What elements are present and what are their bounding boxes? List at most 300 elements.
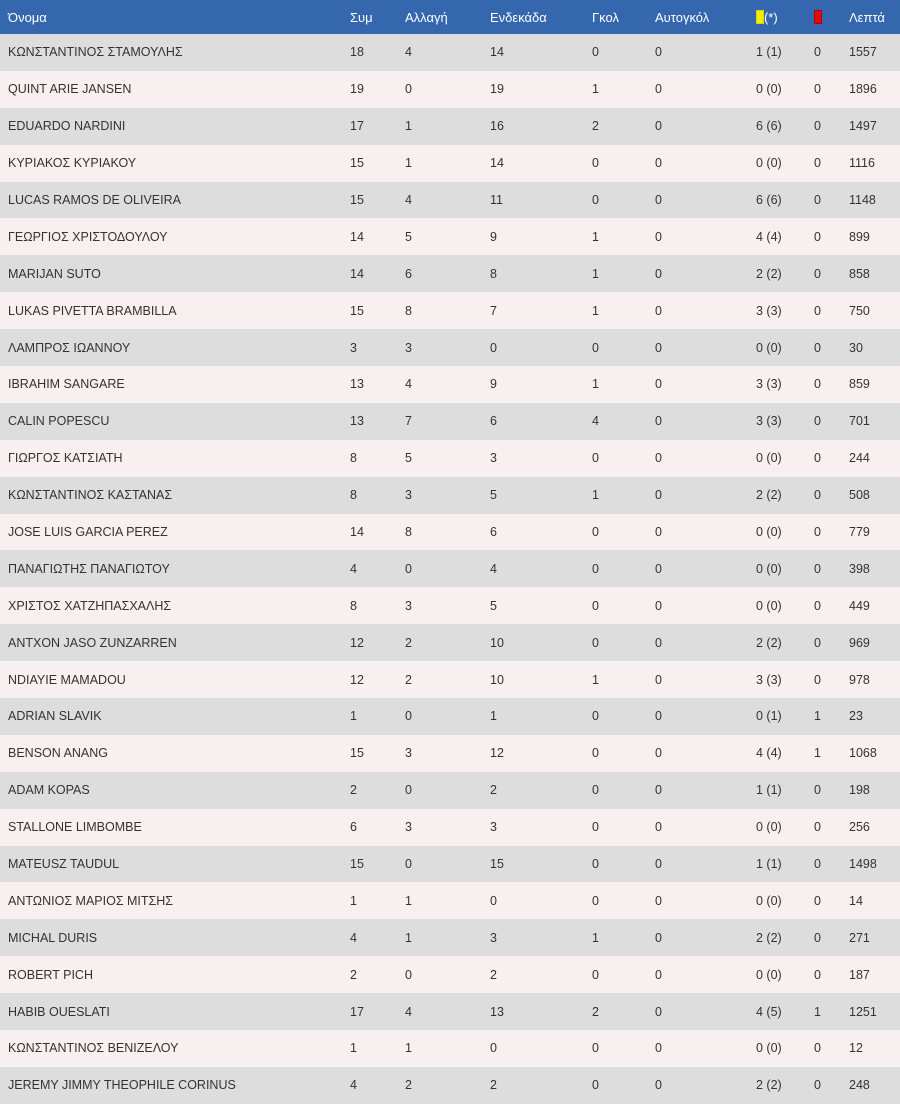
yellow-cards-cell: 0 (0) [756,820,782,835]
appearances-cell: 8 [350,451,357,466]
starts-cell: 1 [490,709,497,724]
red-cards-cell: 0 [814,930,821,945]
goals-cell: 1 [592,930,599,945]
own-goals-cell: 0 [655,119,662,134]
appearances-cell: 4 [350,561,357,576]
player-name-cell[interactable]: ΠΑΝΑΓΙΩΤΗΣ ΠΑΝΑΓΙΩΤΟΥ [8,561,170,576]
player-name-cell[interactable]: ΚΩΝΣΤΑΝΤΙΝΟΣ ΣΤΑΜΟΥΛΗΣ [8,45,183,60]
starts-cell: 0 [490,1041,497,1056]
table-row [0,550,900,587]
substitutions-cell: 8 [405,525,412,540]
minutes-cell: 1497 [849,119,877,134]
yellow-cards-cell: 0 (0) [756,525,782,540]
goals-cell: 0 [592,525,599,540]
starts-cell: 6 [490,414,497,429]
minutes-cell: 271 [849,930,870,945]
starts-cell: 3 [490,820,497,835]
red-cards-cell: 0 [814,967,821,982]
player-name-cell[interactable]: ROBERT PICH [8,967,93,982]
yellow-cards-cell: 2 (2) [756,930,782,945]
own-goals-cell: 0 [655,709,662,724]
minutes-cell: 30 [849,340,863,355]
starts-cell: 2 [490,783,497,798]
starts-cell: 5 [490,598,497,613]
starts-cell: 4 [490,561,497,576]
substitutions-cell: 1 [405,930,412,945]
yellow-cards-cell: 4 (4) [756,746,782,761]
own-goals-cell: 0 [655,561,662,576]
yellow-cards-cell: 0 (0) [756,82,782,97]
goals-cell: 0 [592,857,599,872]
starts-cell: 0 [490,893,497,908]
own-goals-cell: 0 [655,1041,662,1056]
player-name-cell[interactable]: ΓΙΩΡΓΟΣ ΚΑΤΣΙΑΤΗ [8,451,123,466]
goals-cell: 1 [592,266,599,281]
red-cards-cell: 1 [814,709,821,724]
own-goals-cell: 0 [655,783,662,798]
yellow-cards-cell: 0 (0) [756,340,782,355]
player-name-cell[interactable]: ΑΝΤΩΝΙΟΣ ΜΑΡΙΟΣ ΜΙΤΣΗΣ [8,893,174,908]
own-goals-cell: 0 [655,414,662,429]
header-red-cards[interactable] [814,0,849,34]
minutes-cell: 750 [849,303,870,318]
minutes-cell: 1498 [849,857,877,872]
goals-cell: 0 [592,561,599,576]
header-minutes[interactable]: Λεπτά [849,9,885,25]
substitutions-cell: 4 [405,45,412,60]
yellow-cards-cell: 2 (2) [756,1078,782,1093]
yellow-cards-cell: 3 (3) [756,303,782,318]
starts-cell: 14 [490,45,504,60]
appearances-cell: 19 [350,82,364,97]
red-cards-cell: 1 [814,1004,821,1019]
red-cards-cell: 0 [814,1041,821,1056]
minutes-cell: 12 [849,1041,863,1056]
player-name-cell[interactable]: ΚΩΝΣΤΑΝΤΙΝΟΣ ΚΑΣΤΑΝΑΣ [8,488,173,503]
appearances-cell: 12 [350,672,364,687]
minutes-cell: 899 [849,229,870,244]
substitutions-cell: 3 [405,340,412,355]
table-row [0,403,900,440]
starts-cell: 9 [490,229,497,244]
goals-cell: 0 [592,820,599,835]
yellow-cards-cell: 6 (6) [756,193,782,207]
own-goals-cell: 0 [655,598,662,613]
starts-cell: 0 [490,340,497,355]
goals-cell: 1 [592,672,599,687]
appearances-cell: 1 [350,709,357,724]
table-row [0,366,900,403]
minutes-cell: 449 [849,598,870,613]
goals-cell: 1 [592,377,599,392]
substitutions-cell: 4 [405,1004,412,1019]
own-goals-cell: 0 [655,635,662,650]
header-yellow-suffix: (*) [764,9,778,25]
header-goals[interactable]: Γκολ [592,9,619,25]
red-cards-cell: 0 [814,266,821,281]
goals-cell: 2 [592,1004,599,1019]
player-name-cell[interactable]: STALLONE LIMBOMBE [8,820,142,835]
own-goals-cell: 0 [655,451,662,466]
minutes-cell: 858 [849,266,870,281]
red-cards-cell: 0 [814,340,821,355]
substitutions-cell: 4 [405,377,412,392]
substitutions-cell: 0 [405,783,412,798]
table-row [0,846,900,883]
own-goals-cell: 0 [655,857,662,872]
player-name-cell[interactable]: QUINT ARIE JANSEN [8,82,132,97]
goals-cell: 0 [592,451,599,466]
red-cards-cell: 0 [814,598,821,613]
player-name-cell[interactable]: ANTXON JASO ZUNZARREN [8,635,177,650]
goals-cell: 0 [592,746,599,761]
appearances-cell: 18 [350,45,364,60]
minutes-cell: 248 [849,1078,870,1093]
minutes-cell: 198 [849,783,870,798]
own-goals-cell: 0 [655,229,662,244]
own-goals-cell: 0 [655,488,662,503]
player-name-cell[interactable]: ΛΑΜΠΡΟΣ ΙΩΑΝΝΟΥ [8,340,131,355]
own-goals-cell: 0 [655,377,662,392]
red-cards-cell: 0 [814,119,821,134]
starts-cell: 8 [490,266,497,281]
red-cards-cell: 0 [814,45,821,60]
goals-cell: 0 [592,709,599,724]
appearances-cell: 15 [350,746,364,761]
table-row [0,993,900,1030]
starts-cell: 10 [490,672,504,687]
goals-cell: 1 [592,488,599,503]
appearances-cell: 8 [350,598,357,613]
starts-cell: 7 [490,303,497,318]
yellow-card-icon [756,10,764,24]
substitutions-cell: 1 [405,1041,412,1056]
yellow-cards-cell: 2 (2) [756,266,782,281]
yellow-cards-cell: 0 (0) [756,967,782,982]
header-yellow-cards[interactable] [756,0,814,34]
minutes-cell: 978 [849,672,870,687]
substitutions-cell: 2 [405,635,412,650]
red-cards-cell: 0 [814,82,821,97]
yellow-cards-cell: 2 (2) [756,635,782,650]
yellow-cards-cell: 4 (4) [756,229,782,244]
appearances-cell: 15 [350,857,364,872]
table-row [0,34,900,71]
substitutions-cell: 8 [405,303,412,318]
red-cards-cell: 0 [814,377,821,392]
yellow-cards-cell: 0 (0) [756,156,782,171]
red-cards-cell: 1 [814,746,821,761]
player-name-cell[interactable]: MARIJAN SUTO [8,266,101,281]
appearances-cell: 1 [350,893,357,908]
appearances-cell: 14 [350,525,364,540]
player-name-cell[interactable]: ADRIAN SLAVIK [8,709,102,724]
substitutions-cell: 0 [405,967,412,982]
header-starts[interactable]: Ενδεκάδα [490,9,547,25]
yellow-cards-cell: 0 (0) [756,893,782,908]
yellow-cards-cell: 0 (0) [756,1041,782,1056]
own-goals-cell: 0 [655,156,662,171]
goals-cell: 0 [592,1041,599,1056]
appearances-cell: 14 [350,229,364,244]
goals-cell: 1 [592,303,599,318]
substitutions-cell: 4 [405,193,412,207]
appearances-cell: 3 [350,340,357,355]
starts-cell: 16 [490,119,504,134]
red-cards-cell: 0 [814,1078,821,1093]
player-name-cell[interactable]: MICHAL DURIS [8,930,98,945]
minutes-cell: 244 [849,451,870,466]
table-row [0,1067,900,1104]
header-subs[interactable]: Αλλαγή [405,9,448,25]
goals-cell: 0 [592,156,599,171]
own-goals-cell: 0 [655,525,662,540]
player-name-cell[interactable]: EDUARDO NARDINI [8,119,126,134]
player-name-cell[interactable]: LUKAS PIVETTA BRAMBILLA [8,303,177,318]
red-cards-cell: 0 [814,820,821,835]
yellow-cards-cell: 6 (6) [756,119,782,134]
header-name[interactable]: Όνομα [8,9,47,25]
goals-cell: 0 [592,893,599,908]
minutes-cell: 969 [849,635,870,650]
starts-cell: 3 [490,930,497,945]
minutes-cell: 859 [849,377,870,392]
minutes-cell: 1116 [849,156,875,171]
substitutions-cell: 2 [405,672,412,687]
starts-cell: 9 [490,377,497,392]
starts-cell: 19 [490,82,504,97]
minutes-cell: 1251 [849,1004,877,1019]
table-row [0,329,900,366]
table-row [0,292,900,329]
table-row [0,735,900,772]
table-row [0,71,900,108]
goals-cell: 0 [592,598,599,613]
yellow-cards-cell: 0 (0) [756,451,782,466]
starts-cell: 12 [490,746,504,761]
red-cards-cell: 0 [814,672,821,687]
own-goals-cell: 0 [655,303,662,318]
substitutions-cell: 3 [405,820,412,835]
player-name-cell[interactable]: CALIN POPESCU [8,414,110,429]
table-row [0,145,900,182]
appearances-cell: 1 [350,1041,357,1056]
substitutions-cell: 0 [405,709,412,724]
goals-cell: 1 [592,229,599,244]
own-goals-cell: 0 [655,82,662,97]
own-goals-cell: 0 [655,340,662,355]
table-header [0,0,900,34]
minutes-cell: 398 [849,561,870,576]
substitutions-cell: 1 [405,893,412,908]
table-row [0,477,900,514]
table-row [0,108,900,145]
red-cards-cell: 0 [814,414,821,429]
red-cards-cell: 0 [814,303,821,318]
starts-cell: 2 [490,967,497,982]
table-row [0,1030,900,1067]
appearances-cell: 17 [350,119,364,134]
starts-cell: 3 [490,451,497,466]
substitutions-cell: 5 [405,229,412,244]
minutes-cell: 779 [849,525,870,540]
yellow-cards-cell: 2 (2) [756,488,782,503]
starts-cell: 5 [490,488,497,503]
table-row [0,809,900,846]
player-name-cell[interactable]: JEREMY JIMMY THEOPHILE CORINUS [8,1078,236,1093]
minutes-cell: 1557 [849,45,877,60]
appearances-cell: 2 [350,967,357,982]
player-name-cell[interactable]: JOSE LUIS GARCIA PEREZ [8,525,168,540]
player-name-cell[interactable]: ΚΥΡΙΑΚΟΣ ΚΥΡΙΑΚΟΥ [8,156,137,171]
header-row [0,0,900,34]
yellow-cards-cell: 1 (1) [756,857,782,872]
appearances-cell: 17 [350,1004,364,1019]
table-body [0,34,900,1104]
appearances-cell: 8 [350,488,357,503]
starts-cell: 2 [490,1078,497,1093]
starts-cell: 13 [490,1004,504,1019]
own-goals-cell: 0 [655,746,662,761]
player-name-cell[interactable]: ΧΡΙΣΤΟΣ ΧΑΤΖΗΠΑΣΧΑΛΗΣ [8,598,172,613]
substitutions-cell: 6 [405,266,412,281]
red-cards-cell: 0 [814,193,821,207]
red-cards-cell: 0 [814,525,821,540]
minutes-cell: 1148 [849,193,876,207]
goals-cell: 4 [592,414,599,429]
minutes-cell: 508 [849,488,870,503]
player-name-cell[interactable]: HABIB OUESLATI [8,1004,110,1019]
header-apps[interactable]: Συμ [350,9,373,25]
appearances-cell: 2 [350,783,357,798]
red-card-icon [814,10,822,24]
table-row [0,587,900,624]
substitutions-cell: 3 [405,746,412,761]
yellow-cards-cell: 3 (3) [756,414,782,429]
substitutions-cell: 1 [405,119,412,134]
table-row [0,514,900,551]
minutes-cell: 1068 [849,746,877,761]
red-cards-cell: 0 [814,488,821,503]
own-goals-cell: 0 [655,1004,662,1019]
red-cards-cell: 0 [814,893,821,908]
minutes-cell: 256 [849,820,870,835]
player-name-cell[interactable]: ΚΩΝΣΤΑΝΤΙΝΟΣ ΒΕΝΙΖΕΛΟΥ [8,1041,179,1056]
goals-cell: 0 [592,340,599,355]
red-cards-cell: 0 [814,783,821,798]
goals-cell: 0 [592,635,599,650]
player-name-cell[interactable]: BENSON ANANG [8,746,109,761]
appearances-cell: 12 [350,635,364,650]
appearances-cell: 6 [350,820,357,835]
table-row [0,919,900,956]
own-goals-cell: 0 [655,967,662,982]
starts-cell: 14 [490,156,504,171]
yellow-cards-cell: 1 (1) [756,783,782,798]
red-cards-cell: 0 [814,229,821,244]
goals-cell: 0 [592,1078,599,1093]
substitutions-cell: 1 [405,156,412,171]
own-goals-cell: 0 [655,1078,662,1093]
starts-cell: 6 [490,525,497,540]
red-cards-cell: 0 [814,635,821,650]
table-row [0,661,900,698]
substitutions-cell: 5 [405,451,412,466]
table-row [0,698,900,735]
own-goals-cell: 0 [655,893,662,908]
yellow-cards-cell: 3 (3) [756,377,782,392]
starts-cell: 15 [490,857,504,872]
appearances-cell: 15 [350,156,364,171]
substitutions-cell: 2 [405,1078,412,1093]
player-name-cell[interactable]: ADAM KOPAS [8,783,90,798]
appearances-cell: 14 [350,266,364,281]
yellow-cards-cell: 1 (1) [756,45,782,60]
goals-cell: 0 [592,45,599,60]
table-row [0,182,900,219]
minutes-cell: 187 [849,967,870,982]
table-row [0,440,900,477]
header-own-goals[interactable]: Αυτογκόλ [655,9,710,25]
own-goals-cell: 0 [655,672,662,687]
red-cards-cell: 0 [814,156,821,171]
yellow-cards-cell: 0 (0) [756,598,782,613]
goals-cell: 2 [592,119,599,134]
red-cards-cell: 0 [814,561,821,576]
table-row [0,956,900,993]
player-name-cell[interactable]: NDIAYIE MAMADOU [8,672,126,687]
goals-cell: 1 [592,82,599,97]
own-goals-cell: 0 [655,266,662,281]
red-cards-cell: 0 [814,857,821,872]
table-row [0,218,900,255]
minutes-cell: 23 [849,709,863,724]
own-goals-cell: 0 [655,930,662,945]
minutes-cell: 1896 [849,82,877,97]
player-name-cell[interactable]: IBRAHIM SANGARE [8,377,125,392]
minutes-cell: 701 [849,414,870,429]
appearances-cell: 4 [350,930,357,945]
own-goals-cell: 0 [655,820,662,835]
appearances-cell: 15 [350,303,364,318]
yellow-cards-cell: 0 (0) [756,561,782,576]
starts-cell: 10 [490,635,504,650]
yellow-cards-cell: 3 (3) [756,672,782,687]
player-name-cell[interactable]: MATEUSZ TAUDUL [8,857,120,872]
substitutions-cell: 7 [405,414,412,429]
yellow-cards-cell: 4 (5) [756,1004,782,1019]
starts-cell: 11 [490,193,503,207]
table-row [0,624,900,661]
table-row [0,255,900,292]
player-name-cell[interactable]: LUCAS RAMOS DE OLIVEIRA [8,193,181,207]
table-row [0,772,900,809]
substitutions-cell: 3 [405,598,412,613]
appearances-cell: 4 [350,1078,357,1093]
yellow-cards-cell: 0 (1) [756,709,782,724]
goals-cell: 0 [592,967,599,982]
goals-cell: 0 [592,193,599,207]
appearances-cell: 15 [350,193,364,207]
player-name-cell[interactable]: ΓΕΩΡΓΙΟΣ ΧΡΙΣΤΟΔΟΥΛΟΥ [8,229,168,244]
own-goals-cell: 0 [655,45,662,60]
substitutions-cell: 0 [405,82,412,97]
substitutions-cell: 3 [405,488,412,503]
substitutions-cell: 0 [405,561,412,576]
goals-cell: 0 [592,783,599,798]
substitutions-cell: 0 [405,857,412,872]
appearances-cell: 13 [350,377,364,392]
